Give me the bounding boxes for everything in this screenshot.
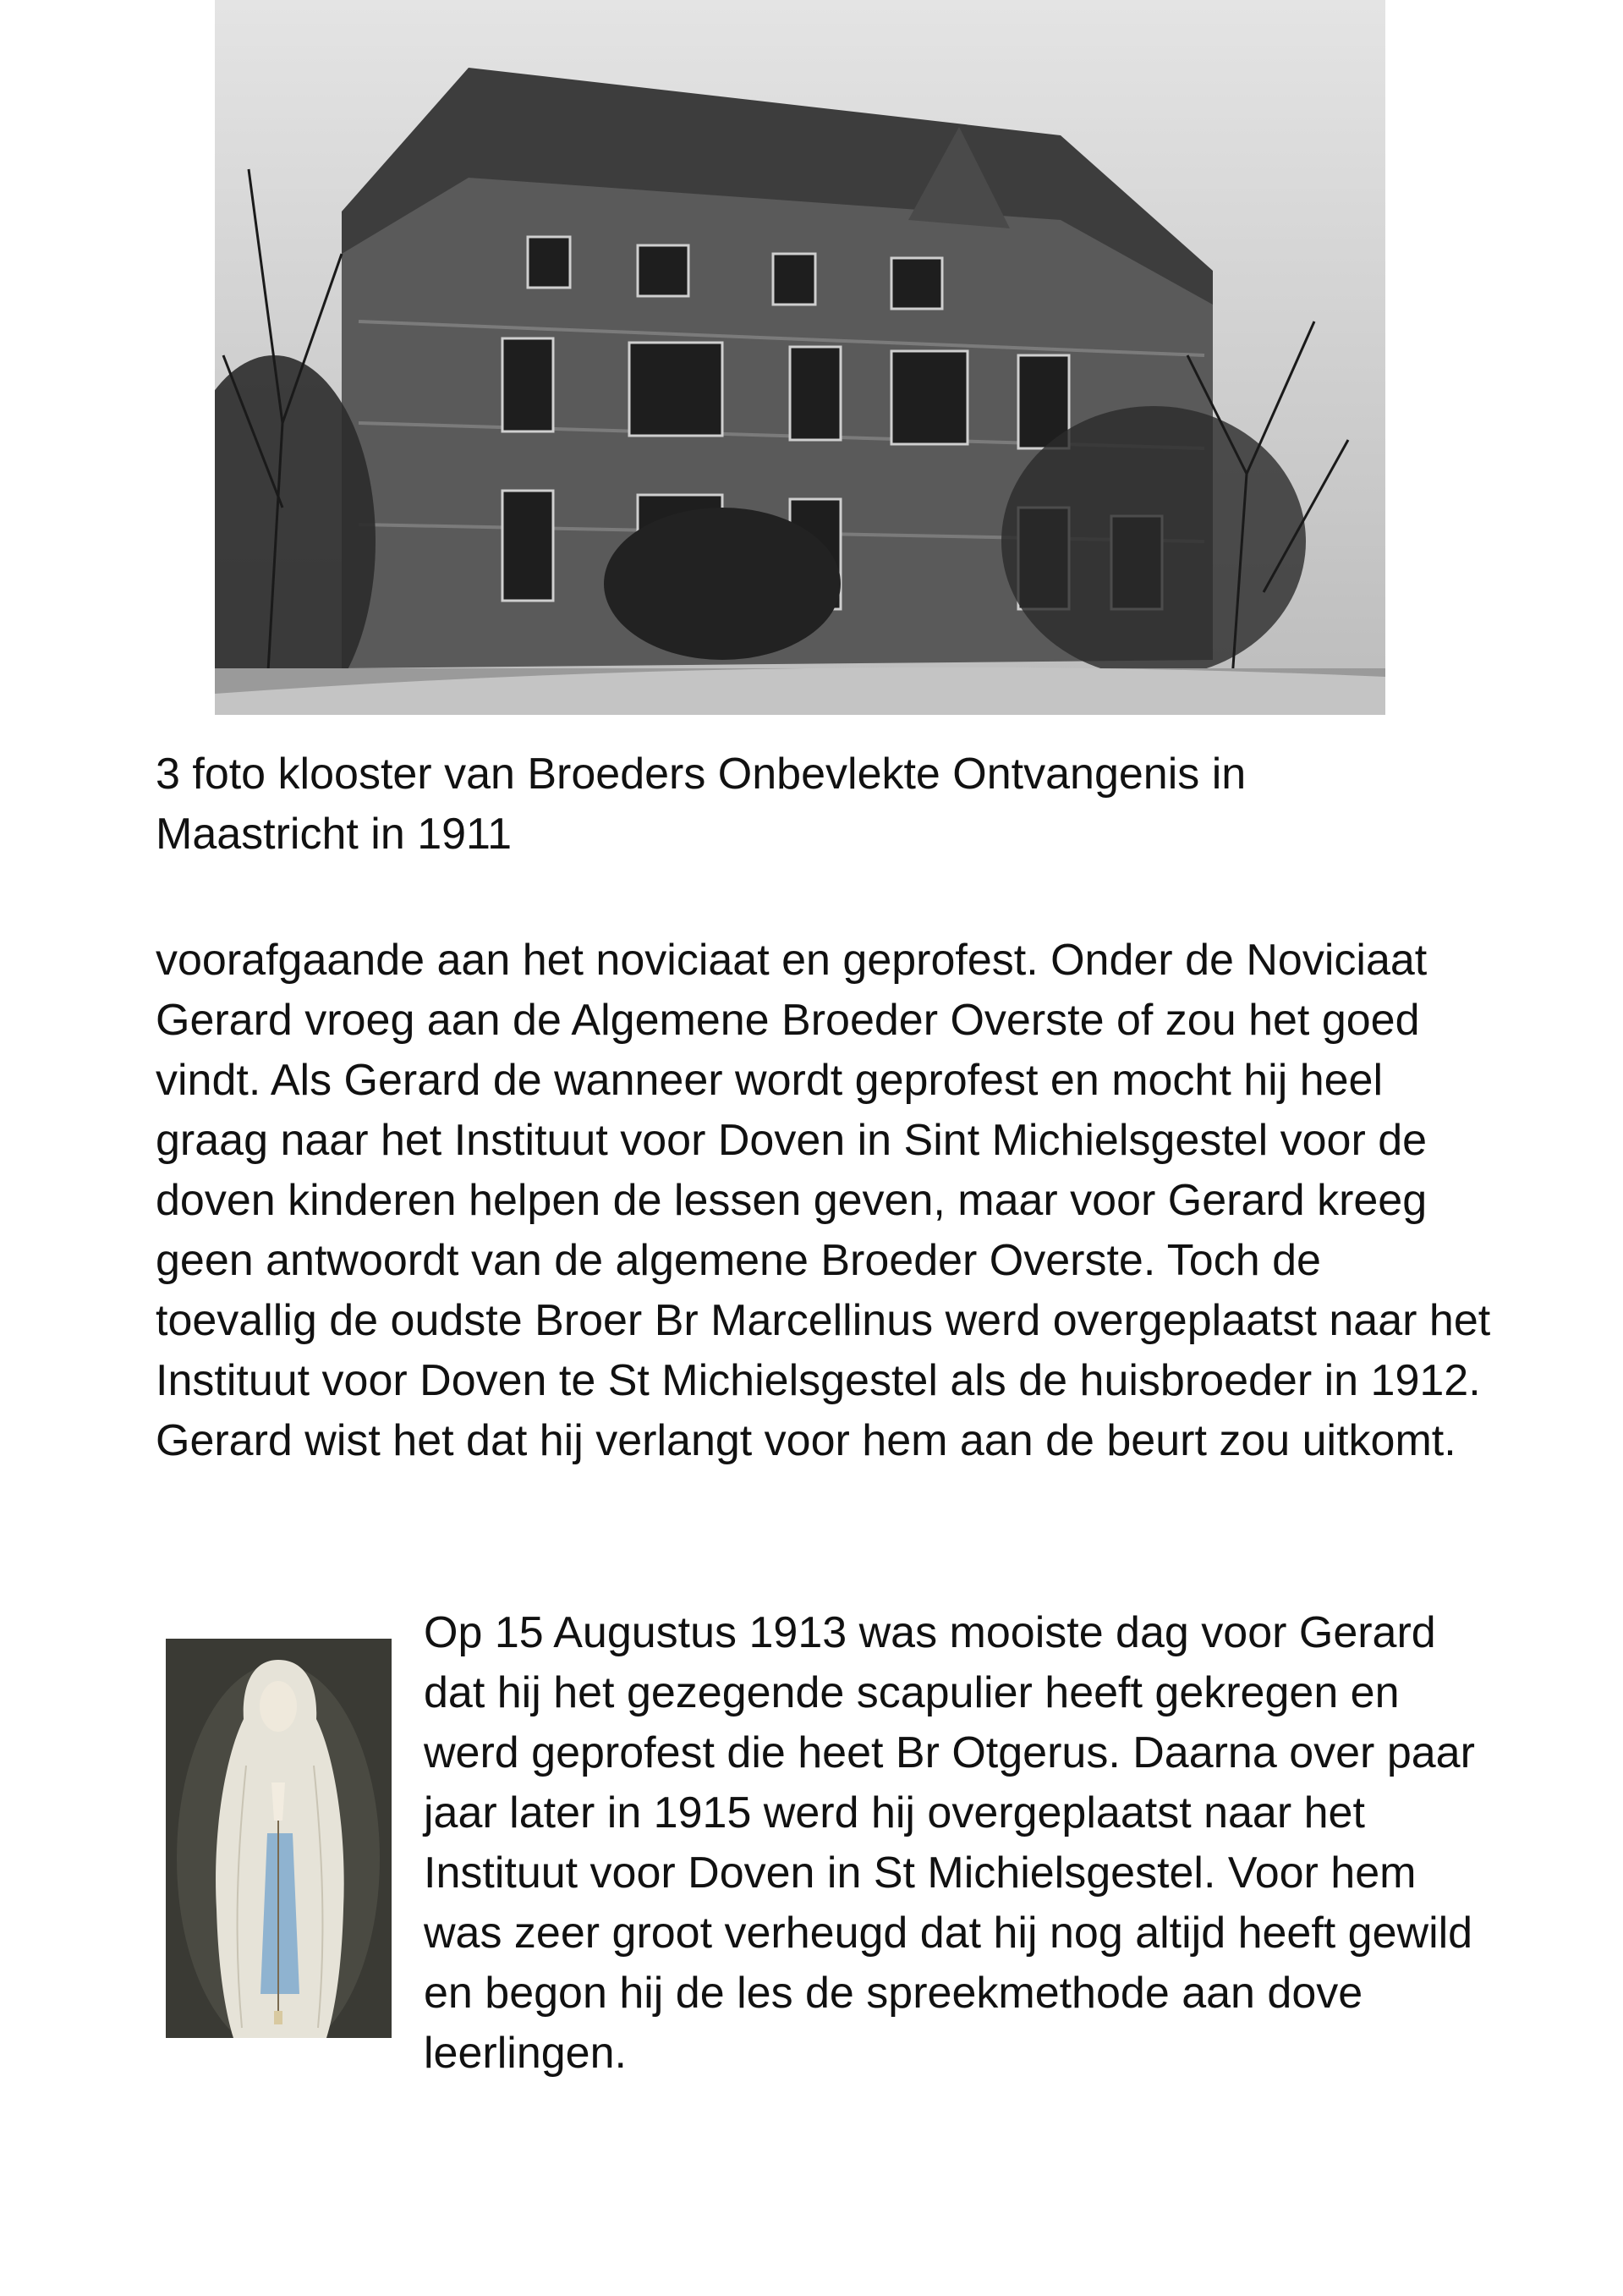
monastery-building-photo-icon [215, 0, 1385, 715]
body-paragraph-2 [156, 1603, 1492, 2084]
photo-caption [156, 744, 1475, 865]
paragraph-text: Op 15 Augustus 1913 was mooiste dag voor Gerard dat hij het gezegende scapulier heeft gekregen en werd geprofest die heet Br Otgerus. Daarna over paar jaar later in 1915 werd hij overgeplaatst naar het Instituut voor Doven in St Michielsgestel. Voor hem was zeer groot verheugd dat hij nog altijd heeft gewild en begon hij de les de spreekmethode aan dove leerlingen. [424, 1608, 1475, 2078]
paragraph-text: voorafgaande aan het noviciaat en geprofest. Onder de Noviciaat Gerard vroeg aan de Algemene Broeder Overste of zou het goed vindt. Als Gerard de wanneer wordt geprofest en mocht hij heel graag naar het Instituut voor Doven in Sint Michielsgestel voor de doven kinderen helpen de lessen geven, maar voor Gerard kreeg geen antwoordt van de algemene Broeder Overste. Toch de toevallig de oudste Broer Br Marcellinus werd overgeplaatst naar het Instituut voor Doven te St Michielsgestel als de huisbroeder in 1912. Gerard wist het dat hij verlangt voor hem aan de beurt zou uitkomt. [156, 936, 1491, 1465]
madonna-statue-image [166, 1639, 392, 2038]
caption-line: 3 foto klooster van Broeders Onbevlekte Ontvangenis in [156, 750, 1247, 799]
madonna-statue-photo-icon [166, 1639, 392, 2038]
body-paragraph-1 [156, 931, 1492, 1471]
monastery-photo [215, 0, 1385, 715]
caption-line: Maastricht in 1911 [156, 810, 513, 859]
